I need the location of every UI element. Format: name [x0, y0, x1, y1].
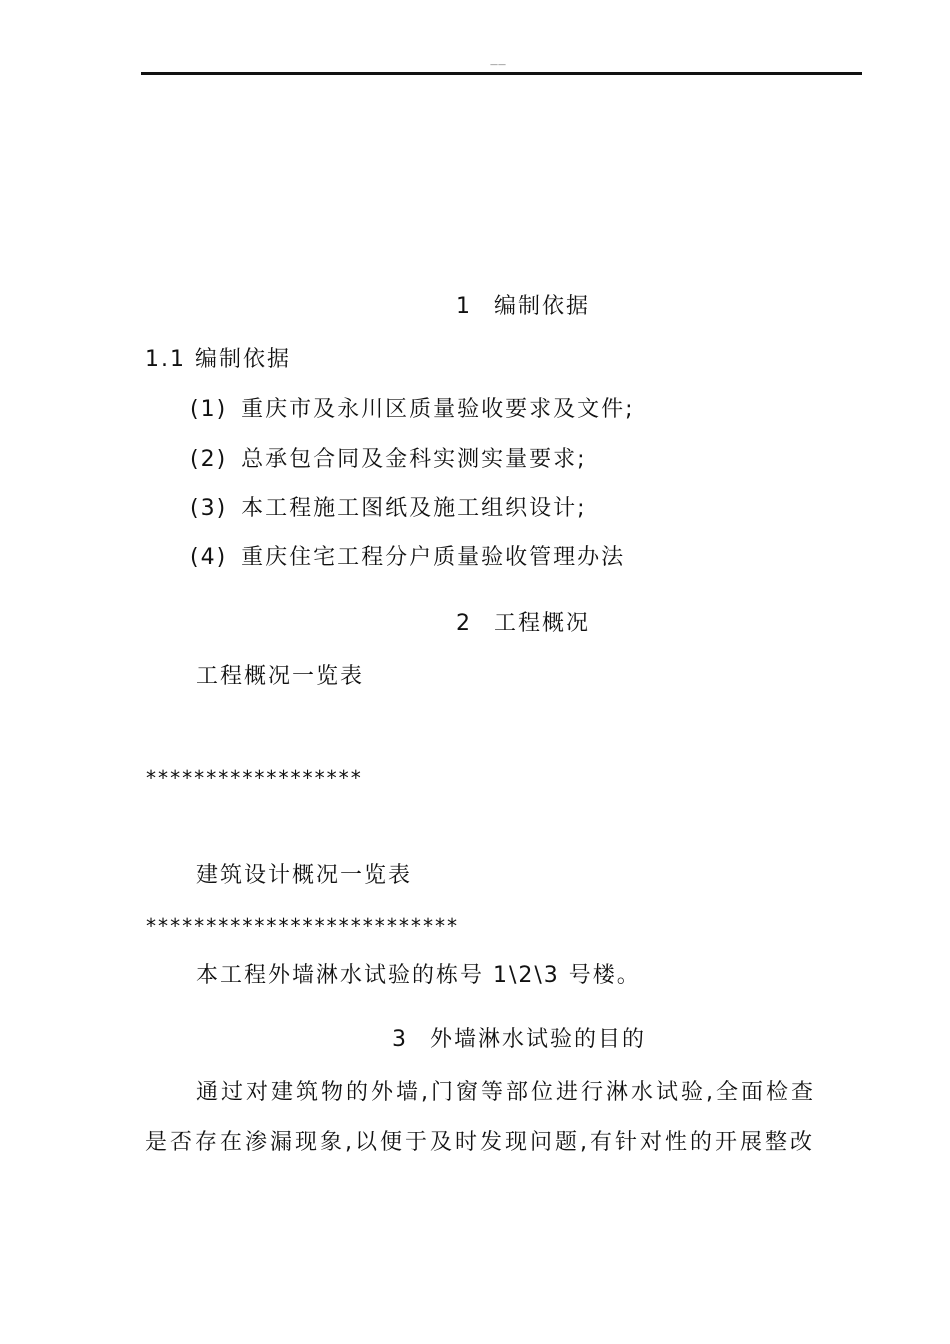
section-2-number: 2: [456, 611, 472, 636]
section-3-heading: [392, 1025, 646, 1055]
section-3-number: 3: [392, 1027, 408, 1052]
basis-item-text: 总承包合同及金科实测实量要求;: [241, 447, 587, 472]
basis-item-text: 重庆市及永川区质量验收要求及文件;: [241, 397, 635, 422]
design-table-label: 建筑设计概况一览表: [196, 863, 413, 888]
basis-item-3: [190, 494, 587, 524]
basis-item-index: (3): [190, 496, 228, 521]
basis-item-text: 重庆住宅工程分户质量验收管理办法: [241, 545, 626, 570]
placeholder-stars-1: ******************: [145, 766, 362, 790]
basis-item-index: (4): [190, 545, 228, 570]
basis-item-index: (2): [190, 447, 228, 472]
basis-item-1: [190, 395, 635, 425]
header-rule: [141, 72, 862, 75]
subsection-1-1-heading: 1.1 编制依据: [145, 347, 291, 372]
header-mark: ——: [490, 60, 506, 69]
section-1-number: 1: [456, 294, 472, 319]
placeholder-stars-2: **************************: [145, 914, 459, 938]
section-1-heading: [456, 292, 590, 322]
purpose-paragraph-line-2: 是否存在渗漏现象,以便于及时发现问题,有针对性的开展整改: [145, 1130, 815, 1155]
section-2-heading: [456, 609, 590, 639]
basis-item-2: [190, 445, 587, 475]
purpose-paragraph-line-1: 通过对建筑物的外墙,门窗等部位进行淋水试验,全面检查: [196, 1080, 816, 1105]
section-1-title: 编制依据: [494, 294, 591, 319]
section-3-title: 外墙淋水试验的目的: [430, 1027, 647, 1052]
section-2-title: 工程概况: [494, 611, 591, 636]
buildings-text: 本工程外墙淋水试验的栋号 1\2\3 号楼。: [196, 963, 641, 988]
overview-table-label: 工程概况一览表: [196, 664, 365, 689]
basis-item-4: [190, 543, 625, 573]
basis-item-index: (1): [190, 397, 228, 422]
basis-item-text: 本工程施工图纸及施工组织设计;: [241, 496, 587, 521]
